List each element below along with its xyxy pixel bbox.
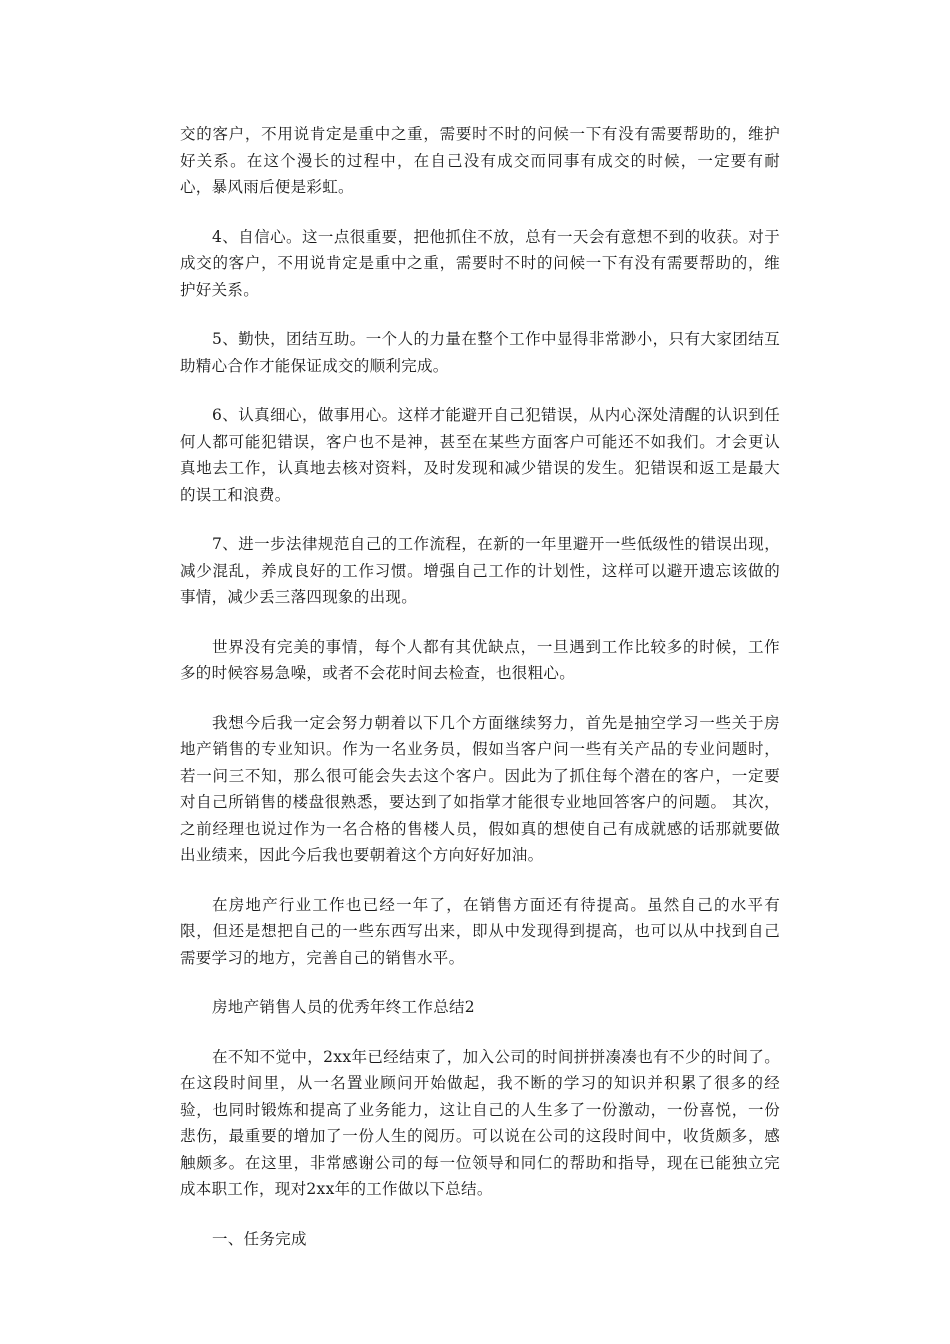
paragraph-shortcomings: 世界没有完美的事情，每个人都有其优缺点，一旦遇到工作比较多的时候，工作多的时候容易急噪，或者不会花时间去检查，也很粗心。 xyxy=(180,637,780,682)
paragraph-future-plans: 我想今后我一定会努力朝着以下几个方面继续努力，首先是抽空学习一些关于房地产销售的专业知识。作为一名业务员，假如当客户问一些有关产品的专业问题时，若一问三不知，那么很可能会失去这个客户。因此为了抓住每个潜在的客户，一定要对自己所销售的楼盘很熟悉，要达到了如指掌才能很专业地回答客户的问题。 其次，之前经理也说过作为一名合格的售楼人员，假如真的想使自己有成就感的话那就要做出业绩来，因此今后我也要朝着这个方向好好加油。 xyxy=(180,713,780,864)
paragraph-point-5: 5、勤快，团结互助。一个人的力量在整个工作中显得非常渺小，只有大家团结互助精心合作才能保证成交的顺利完成。 xyxy=(180,330,780,375)
paragraph-point-6: 6、认真细心，做事用心。这样才能避开自己犯错误，从内心深处清醒的认识到任何人都可能犯错误，客户也不是神，甚至在某些方面客户可能还不如我们。才会更认真地去工作，认真地去核对资料，及时发现和减少错误的发生。犯错误和返工是最大的误工和浪费。 xyxy=(180,406,780,504)
section-title: 房地产销售人员的优秀年终工作总结2 xyxy=(212,998,475,1016)
document-body xyxy=(180,121,780,1275)
paragraph-continuation: 交的客户，不用说肯定是重中之重，需要时不时的问候一下有没有需要帮助的，维护好关系。在这个漫长的过程中，在自己没有成交而同事有成交的时候，一定要有耐心，暴风雨后便是彩虹。 xyxy=(180,125,780,196)
paragraph-intro-2: 在不知不觉中，2xx年已经结束了，加入公司的时间拼拼凑凑也有不少的时间了。在这段时间里，从一名置业顾问开始做起，我不断的学习的知识并积累了很多的经验，也同时锻炼和提高了业务能力，这让自己的人生多了一份激动，一份喜悦，一份悲伤，最重要的增加了一份人生的阅历。可以说在公司的这段时间中，收货颇多，感触颇多。在这里，非常感谢公司的每一位领导和同仁的帮助和指导，现在已能独立完成本职工作，现对2xx年的工作做以下总结。 xyxy=(180,1047,780,1198)
subsection-title-task-completion: 一、任务完成 xyxy=(212,1229,307,1248)
paragraph-point-4: 4、自信心。这一点很重要，把他抓住不放，总有一天会有意想不到的收获。对于成交的客户，不用说肯定是重中之重，需要时不时的问候一下有没有需要帮助的，维护好关系。 xyxy=(180,227,780,299)
paragraph-point-7: 7、进一步法律规范自己的工作流程，在新的一年里避开一些低级性的错误出现，减少混乱，养成良好的工作习惯。增强自己工作的计划性，这样可以避开遗忘该做的事情，减少丢三落四现象的出现。 xyxy=(180,535,780,606)
paragraph-conclusion: 在房地产行业工作也已经一年了，在销售方面还有待提高。虽然自己的水平有限，但还是想把自己的一些东西写出来，即从中发现得到提高，也可以从中找到自己需要学习的地方，完善自己的销售水平。 xyxy=(180,895,780,967)
